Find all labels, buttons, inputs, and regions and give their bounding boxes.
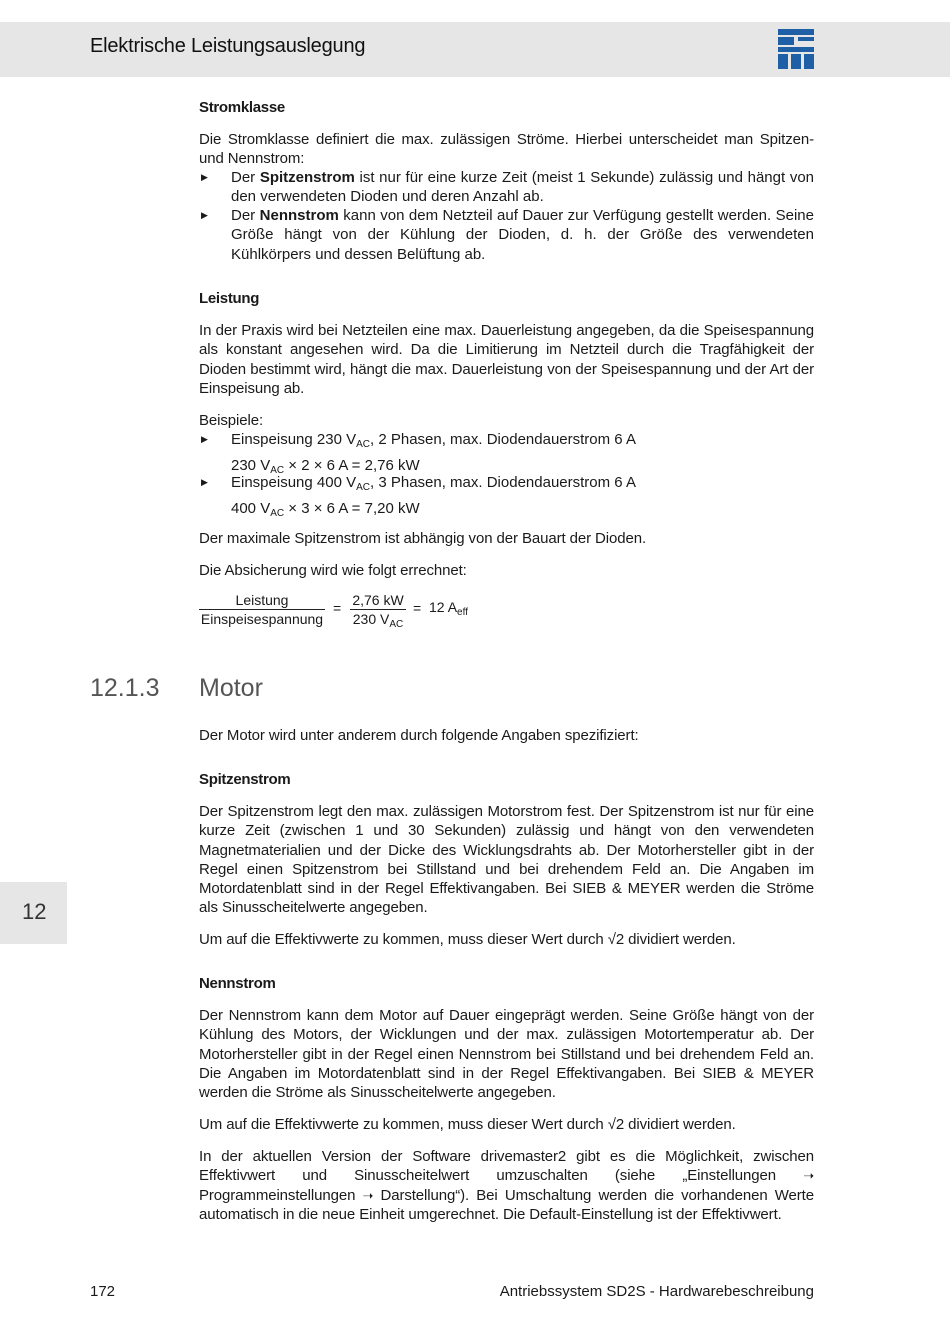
section-number: 12.1.3 bbox=[90, 674, 160, 702]
formula-result: 12 $A_{eff}$ bbox=[429, 599, 468, 618]
heading-nennstrom: Nennstrom bbox=[199, 975, 276, 992]
arrow-right-icon: ➝ bbox=[362, 1187, 374, 1203]
document-title: Antriebssystem SD2S - Hardwarebeschreibung bbox=[499, 1283, 814, 1300]
equals-sign-2: = bbox=[413, 600, 422, 616]
arrow-right-icon: ➝ bbox=[803, 1168, 814, 1184]
software-paragraph: In der aktuellen Version der Software drivemaster2 gibt es die Möglichkeit, zwischen Effektivwert und Sinusscheitelwert umzuschalten (siehe „Einstellungen ➝ Programmeinstellungen ➝ Darstellung“). Bei Umschaltung werden die vorhandenen Werte automatisch in die neue Einheit umgerechnet. Die Default-Einstellung ist der Effektivwert. bbox=[199, 1148, 814, 1223]
bullet-nennstrom: ▶ Der Nennstrom kann von dem Netzteil auf Dauer zur Verfügung gestellt werden. Seine Größe hängt von der Kühlung der Dioden, d. h. der Größe des verwendeten Kühlkörpers und dessen Belüftung ab. bbox=[201, 207, 814, 263]
spitzenstrom-paragraph: Der Spitzenstrom legt den max. zulässigen Motorstrom fest. Der Spitzenstrom ist nur für eine kurze Zeit (zwischen 1 und 30 Sekunden) zulässig und hängt von den verwendeten Magnetmaterialien und der Dicke des Wicklungsdrahts ab. Der Motorhersteller gibt in der Regel einen Spitzenstrom bei Stillstand und bei drehendem Feld an. Die Angaben im Motordatenblatt sind in der Regel Effektivangaben. Bei SIEB & MEYER werden die Ströme als Sinusscheitelwerte angegeben. bbox=[199, 803, 814, 917]
bullet-triangle-icon: ▶ bbox=[201, 172, 208, 182]
fraction-leistung: Leistung Einspeisespannung bbox=[200, 592, 324, 627]
bullet-triangle-icon: ▶ bbox=[201, 434, 208, 444]
example-2: ▶ Einspeisung 400 $V_{AC}$, 3 Phasen, max. Diodendauerstrom 6 A 400 $V_{AC} \times 3 \times 6$ A = 7,20 kW bbox=[201, 474, 636, 520]
section-intro: Der Motor wird unter anderem durch folgende Angaben spezifiziert: bbox=[199, 727, 639, 744]
fraction-values: 2,76 kW 230 $V_{AC}$ bbox=[350, 592, 406, 634]
chapter-tab bbox=[0, 882, 67, 944]
chapter-number: 12 bbox=[22, 899, 47, 924]
bullet-spitzenstrom: ▶ Der Spitzenstrom ist nur für eine kurze Zeit (meist 1 Sekunde) zulässig und hängt von den verwendeten Dioden und deren Anzahl ab. bbox=[201, 169, 815, 206]
term-nennstrom: Nennstrom bbox=[259, 207, 339, 224]
spitzenstrom-note: Der maximale Spitzenstrom ist abhängig von der Bauart der Dioden. bbox=[199, 530, 647, 547]
equals-sign-1: = bbox=[333, 600, 342, 616]
page-header-title: Elektrische Leistungsauslegung bbox=[90, 35, 366, 57]
example-1: ▶ Einspeisung 230 $V_{AC}$, 2 Phasen, max. Diodendauerstrom 6 A 230 $V_{AC} \times 2 \times 6$ A = 2,76 kW bbox=[201, 431, 636, 477]
company-logo bbox=[778, 29, 814, 69]
examples-label: Beispiele: bbox=[199, 412, 264, 429]
heading-spitzenstrom: Spitzenstrom bbox=[199, 771, 291, 788]
spitzenstrom-effektiv-note: Um auf die Effektivwerte zu kommen, muss dieser Wert durch √2 dividiert werden. bbox=[199, 931, 736, 948]
section-title: Motor bbox=[199, 674, 263, 702]
bullet-triangle-icon: ▶ bbox=[201, 210, 208, 220]
page-number: 172 bbox=[90, 1283, 116, 1300]
nennstrom-paragraph: Der Nennstrom kann dem Motor auf Dauer eingeprägt werden. Seine Größe hängt von der Kühlung des Motors, der Wicklungen und der max. zulässigen Motortemperatur ab. Der Motorhersteller gibt in der Regel einen Nennstrom bei Stillstand und bei drehendem Feld an. Die Angaben im Motordatenblatt sind in der Regel Effektivangaben. Bei SIEB & MEYER werden die Ströme als Sinusscheitelwerte angegeben. bbox=[199, 1007, 814, 1102]
nennstrom-effektiv-note: Um auf die Effektivwerte zu kommen, muss dieser Wert durch √2 dividiert werden. bbox=[199, 1116, 736, 1133]
heading-stromklasse: Stromklasse bbox=[199, 99, 285, 116]
heading-leistung: Leistung bbox=[199, 290, 260, 307]
bullet-triangle-icon: ▶ bbox=[201, 477, 208, 487]
term-spitzenstrom: Spitzenstrom bbox=[259, 169, 355, 186]
leistung-paragraph: In der Praxis wird bei Netzteilen eine max. Dauerleistung angegeben, da die Speisespannung als konstant angesehen wird. Da die Limitierung im Netzteil durch die Tragfähigkeit der Dioden bestimmt wird, hängt die max. Dauerleistung von der Speisespannung und der Art der Einspeisung ab. bbox=[199, 322, 814, 397]
stromklasse-intro: Die Stromklasse definiert die max. zulässigen Ströme. Hierbei unterscheidet man Spitzen- und Nennstrom: bbox=[199, 131, 814, 168]
absicherung-text: Die Absicherung wird wie folgt errechnet: bbox=[199, 562, 467, 579]
